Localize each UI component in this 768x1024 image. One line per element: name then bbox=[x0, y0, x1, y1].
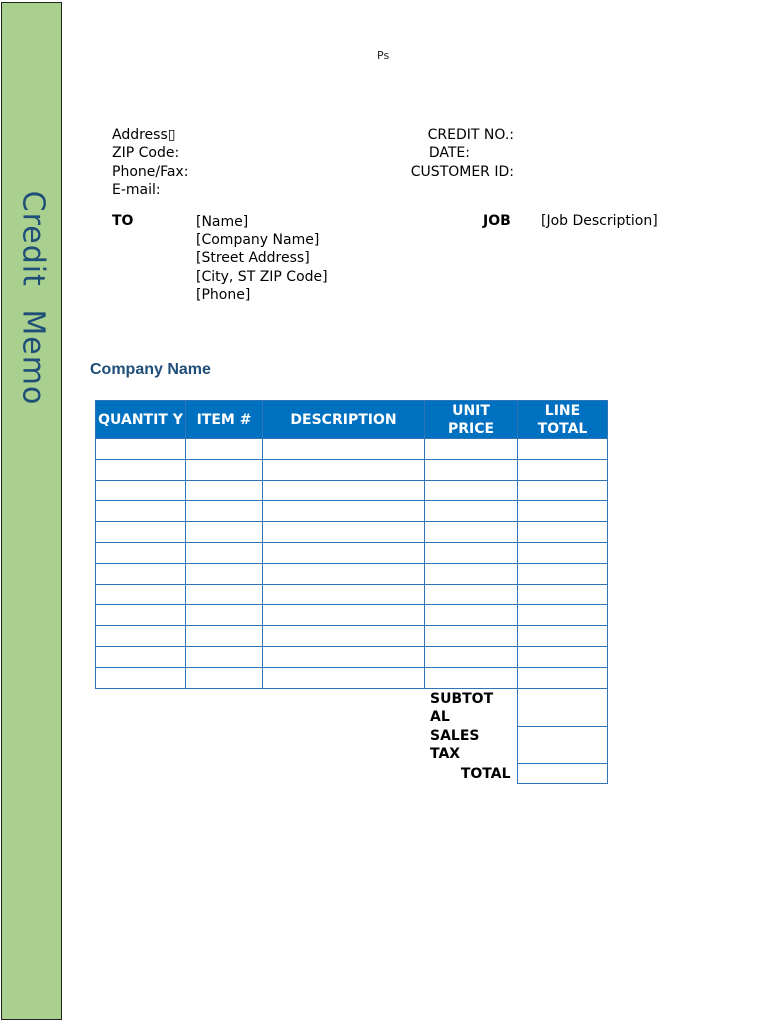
total-value-cell[interactable] bbox=[517, 764, 607, 784]
table-cell[interactable] bbox=[425, 542, 518, 563]
company-name: Company Name bbox=[90, 361, 211, 378]
table-cell[interactable] bbox=[263, 542, 425, 563]
table-row bbox=[96, 563, 608, 584]
email-label: E-mail: bbox=[112, 181, 161, 198]
table-cell[interactable] bbox=[186, 480, 263, 501]
customer-id-label: CUSTOMER ID: bbox=[410, 163, 514, 180]
table-cell[interactable] bbox=[186, 667, 263, 688]
sales-tax-value-cell[interactable] bbox=[517, 727, 607, 764]
summary-table bbox=[424, 688, 608, 784]
table-cell[interactable] bbox=[425, 459, 518, 480]
items-table bbox=[95, 400, 608, 689]
table-row bbox=[96, 667, 608, 688]
table-cell[interactable] bbox=[96, 667, 186, 688]
table-cell[interactable] bbox=[96, 439, 186, 460]
table-cell[interactable] bbox=[186, 522, 263, 543]
phone-label: Phone/Fax: bbox=[112, 163, 189, 180]
table-row bbox=[96, 522, 608, 543]
table-cell[interactable] bbox=[425, 439, 518, 460]
table-cell[interactable] bbox=[263, 646, 425, 667]
table-cell[interactable] bbox=[425, 480, 518, 501]
recipient-block bbox=[196, 213, 328, 304]
table-cell[interactable] bbox=[96, 563, 186, 584]
table-cell[interactable] bbox=[186, 542, 263, 563]
table-cell[interactable] bbox=[518, 459, 608, 480]
table-cell[interactable] bbox=[518, 584, 608, 605]
column-header-item-number: ITEM # bbox=[186, 401, 263, 439]
table-cell[interactable] bbox=[186, 584, 263, 605]
job-label: JOB bbox=[483, 213, 511, 229]
table-row bbox=[96, 542, 608, 563]
total-label: TOTAL bbox=[460, 765, 511, 782]
table-cell[interactable] bbox=[425, 646, 518, 667]
table-cell[interactable] bbox=[518, 542, 608, 563]
column-header-quantity: QUANTIT Y bbox=[96, 401, 186, 439]
table-cell[interactable] bbox=[425, 667, 518, 688]
table-cell[interactable] bbox=[425, 605, 518, 626]
recipient-phone: [Phone] bbox=[196, 286, 251, 303]
table-cell[interactable] bbox=[263, 563, 425, 584]
table-cell[interactable] bbox=[96, 501, 186, 522]
table-cell[interactable] bbox=[263, 459, 425, 480]
sidebar bbox=[1, 2, 62, 1020]
credit-block bbox=[400, 126, 514, 181]
subtotal-label: SUBTOT AL bbox=[430, 690, 494, 725]
column-header-unit-price: UNIT PRICE bbox=[425, 401, 518, 439]
table-row bbox=[96, 480, 608, 501]
header-mark: Ps bbox=[377, 49, 390, 62]
table-cell[interactable] bbox=[186, 626, 263, 647]
table-cell[interactable] bbox=[263, 439, 425, 460]
table-cell[interactable] bbox=[186, 563, 263, 584]
job-description: [Job Description] bbox=[541, 213, 658, 229]
column-header-description: DESCRIPTION bbox=[263, 401, 425, 439]
table-cell[interactable] bbox=[518, 646, 608, 667]
table-cell[interactable] bbox=[186, 605, 263, 626]
table-row bbox=[96, 584, 608, 605]
table-cell[interactable] bbox=[96, 584, 186, 605]
table-cell[interactable] bbox=[518, 605, 608, 626]
to-label: TO bbox=[112, 213, 134, 229]
table-cell[interactable] bbox=[263, 522, 425, 543]
table-cell[interactable] bbox=[96, 605, 186, 626]
recipient-street: [Street Address] bbox=[196, 250, 310, 267]
table-cell[interactable] bbox=[425, 563, 518, 584]
table-cell[interactable] bbox=[186, 501, 263, 522]
zip-label: ZIP Code: bbox=[112, 145, 180, 162]
table-cell[interactable] bbox=[186, 646, 263, 667]
table-cell[interactable] bbox=[96, 626, 186, 647]
table-row bbox=[96, 626, 608, 647]
table-cell[interactable] bbox=[96, 480, 186, 501]
table-cell[interactable] bbox=[263, 667, 425, 688]
table-cell[interactable] bbox=[96, 542, 186, 563]
table-cell[interactable] bbox=[96, 646, 186, 667]
table-row bbox=[96, 459, 608, 480]
table-cell[interactable] bbox=[518, 563, 608, 584]
table-row bbox=[96, 439, 608, 460]
table-row bbox=[96, 646, 608, 667]
table-cell[interactable] bbox=[263, 605, 425, 626]
table-cell[interactable] bbox=[518, 522, 608, 543]
table-cell[interactable] bbox=[518, 501, 608, 522]
sales-tax-label: SALES TAX bbox=[430, 728, 480, 762]
sidebar-title: Credit Memo bbox=[15, 190, 51, 406]
table-cell[interactable] bbox=[425, 522, 518, 543]
table-cell[interactable] bbox=[263, 584, 425, 605]
table-cell[interactable] bbox=[186, 439, 263, 460]
table-cell[interactable] bbox=[425, 501, 518, 522]
table-header-row bbox=[96, 401, 608, 439]
table-cell[interactable] bbox=[263, 626, 425, 647]
table-cell[interactable] bbox=[96, 522, 186, 543]
table-cell[interactable] bbox=[263, 501, 425, 522]
date-label: DATE: bbox=[428, 145, 470, 162]
table-row bbox=[96, 605, 608, 626]
table-cell[interactable] bbox=[96, 459, 186, 480]
table-cell[interactable] bbox=[518, 480, 608, 501]
address-label: Address▯ bbox=[112, 127, 176, 143]
table-cell[interactable] bbox=[518, 667, 608, 688]
table-cell[interactable] bbox=[518, 626, 608, 647]
table-cell[interactable] bbox=[425, 584, 518, 605]
subtotal-value-cell[interactable] bbox=[517, 689, 607, 727]
contact-block bbox=[112, 126, 188, 199]
table-cell[interactable] bbox=[263, 480, 425, 501]
table-row bbox=[96, 501, 608, 522]
address-glyph-icon: ▯ bbox=[167, 127, 176, 143]
recipient-name: [Name] bbox=[196, 214, 249, 230]
table-cell[interactable] bbox=[425, 626, 518, 647]
table-cell[interactable] bbox=[518, 439, 608, 460]
table-cell[interactable] bbox=[186, 459, 263, 480]
column-header-line-total: LINE TOTAL bbox=[518, 401, 608, 439]
recipient-city: [City, ST ZIP Code] bbox=[196, 268, 328, 285]
table-body bbox=[96, 439, 608, 689]
credit-no-label: CREDIT NO.: bbox=[427, 127, 514, 143]
recipient-company: [Company Name] bbox=[196, 232, 320, 249]
